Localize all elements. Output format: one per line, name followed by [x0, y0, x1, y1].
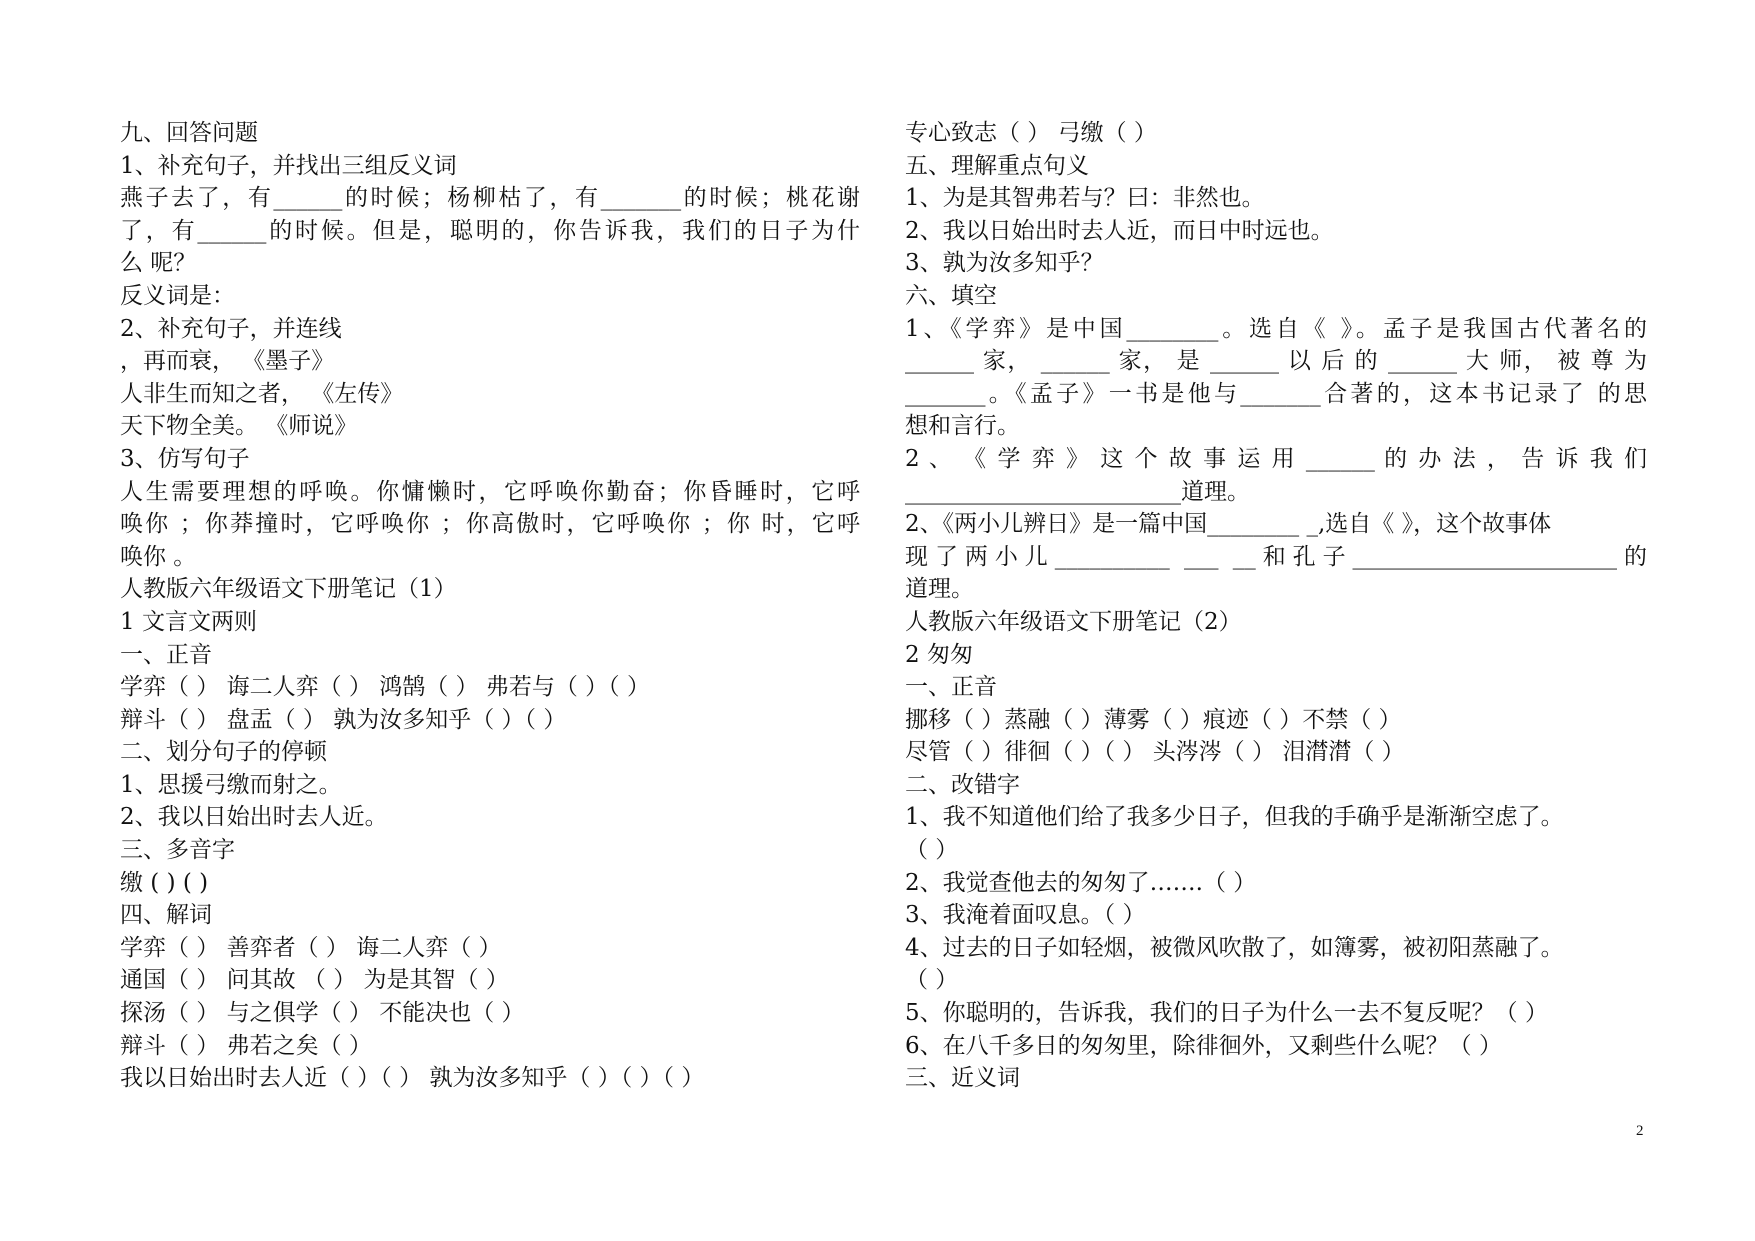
- right-column-line: 2 、 《 学 弈 》 这 个 故 事 运 用 ______ 的 办 法 ， 告 诉 我 们: [905, 445, 1647, 472]
- left-column-line: 通国（ ） 问其故 （ ） 为是其智（ ）: [120, 967, 509, 994]
- right-column-line: 3、孰为汝多知乎？: [905, 250, 1104, 277]
- right-column-line: 二、改错字: [905, 771, 1020, 798]
- right-column-line: 五、理解重点句义: [905, 152, 1089, 179]
- left-column-line: 燕子去了，有______的时候；杨柳枯了，有_______的时候；桃花谢: [120, 185, 860, 212]
- left-column-line: 1 文言文两则: [120, 608, 257, 635]
- right-column-line: 专心致志（ ） 弓缴（ ）: [905, 120, 1157, 146]
- left-column-line: 辩斗（ ） 弗若之矣（ ）: [120, 1032, 372, 1059]
- right-column-line: 一、正音: [905, 674, 997, 701]
- left-column-line: 唤你 ；你莽撞时，它呼唤你 ；你高傲时，它呼唤你 ；你 时，它呼: [120, 511, 860, 538]
- right-column-line: 1、《学弈》是中国________。选自《 》。孟子是我国古代著名的: [905, 315, 1647, 342]
- right-column-line: ________________________道理。: [905, 478, 1250, 505]
- right-column-line: 现了两小儿__________ ___ __和孔子_______________________的: [905, 543, 1647, 570]
- left-column-line: 人生需要理想的呼唤。你慵懒时，它呼唤你勤奋；你昏睡时，它呼: [120, 478, 860, 505]
- right-column-line: 2 匆匆: [905, 641, 973, 668]
- right-column-line: （ ）: [905, 837, 959, 864]
- right-column-line: （ ）: [905, 967, 959, 994]
- left-column-line: 了，有______的时候。但是，聪明的，你告诉我，我们的日子为什: [120, 217, 860, 244]
- left-column-line: 学弈（ ） 善弈者（ ） 诲二人弈（ ）: [120, 934, 502, 961]
- left-column-line: 3、仿写句子: [120, 445, 250, 472]
- left-column-line: 1、思援弓缴而射之。: [120, 771, 342, 798]
- left-column-line: 缴 ( ) ( ): [120, 869, 209, 896]
- left-column-line: 1、补充句子，并找出三组反义词: [120, 152, 457, 179]
- right-column-line: 5、你聪明的，告诉我，我们的日子为什么一去不复反呢？（ ）: [905, 1000, 1548, 1027]
- left-column-line: 四、解词: [120, 902, 212, 929]
- left-column-line: 2、我以日始出时去人近。: [120, 804, 388, 831]
- right-column-line: 三、近义词: [905, 1065, 1020, 1092]
- left-column-line: 人教版六年级语文下册笔记（1）: [120, 576, 457, 603]
- left-column: [120, 117, 860, 1095]
- right-column-line: 2、我觉查他去的匆匆了…….（ ）: [905, 869, 1257, 896]
- right-column-line: 尽管（ ）徘徊（ ）（ ） 头涔涔（ ） 泪潸潸（ ）: [905, 739, 1405, 766]
- page-number: 2: [1636, 1123, 1644, 1139]
- left-column-line: 2、补充句子，并连线: [120, 315, 342, 342]
- left-column-line: 人非生而知之者， 《左传》: [120, 380, 404, 407]
- right-column-line: 3、我淹着面叹息。（ ）: [905, 902, 1146, 929]
- left-column-line: 天下物全美。 《师说》: [120, 413, 358, 440]
- right-column-line: 2、《两小儿辨日》是一篇中国________ _,选自《 》，这个故事体: [905, 511, 1552, 538]
- left-column-line: ，再而衰， 《墨子》: [120, 348, 335, 375]
- right-column: [905, 117, 1647, 1095]
- left-column-line: 唤你 。: [120, 543, 197, 570]
- right-column-line: 想和言行。: [905, 413, 1020, 440]
- right-column-line: 6、在八千多日的匆匆里，除徘徊外，又剩些什么呢？（ ）: [905, 1032, 1502, 1059]
- left-column-line: 探汤（ ） 与之俱学（ ） 不能决也（ ）: [120, 1000, 525, 1027]
- right-column-line: ______ 家， ______ 家， 是 ______ 以 后 的 ______ 大 师， 被 尊 为: [905, 348, 1647, 375]
- left-column-line: 反义词是：: [120, 282, 235, 309]
- left-column-line: 一、正音: [120, 641, 212, 668]
- left-column-line: 二、划分句子的停顿: [120, 739, 327, 766]
- right-column-line: 人教版六年级语文下册笔记（2）: [905, 608, 1242, 635]
- right-column-line: 2、我以日始出时去人近，而日中时远也。: [905, 217, 1334, 244]
- right-column-line: _______。《孟子》一书是他与_______合著的，这本书记录了 的思: [905, 380, 1647, 407]
- right-column-line: 1、我不知道他们给了我多少日子，但我的手确乎是渐渐空虑了。: [905, 804, 1564, 831]
- left-column-line: 三、多音字: [120, 837, 235, 864]
- left-column-line: 学弈（ ） 诲二人弈（ ） 鸿鹄（ ） 弗若与（ ）（ ）: [120, 674, 650, 701]
- right-column-line: 六、填空: [905, 282, 997, 309]
- right-column-line: 1、为是其智弗若与？曰：非然也。: [905, 185, 1265, 212]
- left-column-line: 九、回答问题: [120, 120, 258, 146]
- left-column-line: 我以日始出时去人近（ ）（ ） 孰为汝多知乎（ ）（ ）（ ）: [120, 1065, 705, 1092]
- right-column-line: 4、过去的日子如轻烟，被微风吹散了，如簿雾，被初阳蒸融了。: [905, 934, 1564, 961]
- left-column-line: 辩斗（ ） 盘盂（ ） 孰为汝多知乎（ ）（ ）: [120, 706, 567, 733]
- left-column-line: 么 呢？: [120, 250, 197, 277]
- right-column-line: 挪移（ ）蒸融（ ）薄雾（ ）痕迹（ ）不禁（ ）: [905, 706, 1402, 733]
- right-column-line: 道理。: [905, 576, 974, 603]
